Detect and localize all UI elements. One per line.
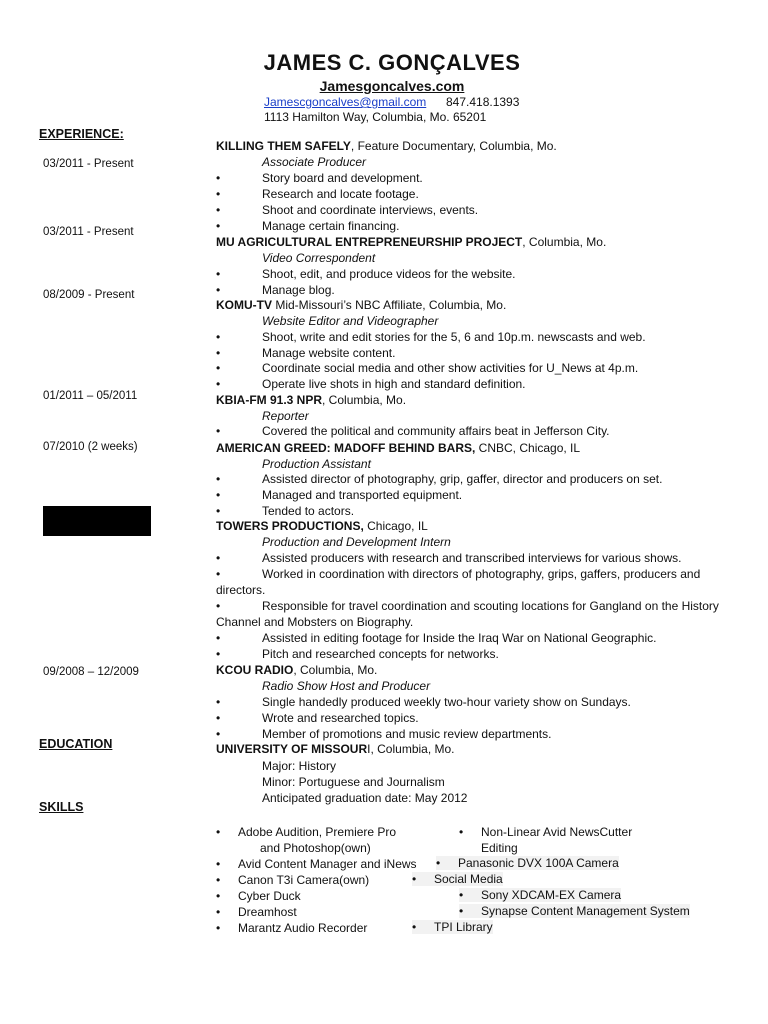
bullet-item: • Assisted producers with research and transcribed interviews for various shows. <box>216 551 682 565</box>
bullet-item: • Worked in coordination with directors of photography, grips, gaffers, producers and directors. <box>216 567 701 597</box>
job-role: Associate Producer <box>262 155 367 169</box>
bullet-item: • Tended to actors. <box>216 504 355 518</box>
job-location: Chicago, IL <box>363 519 428 533</box>
bullet-marker: • <box>216 187 221 201</box>
bullet-item: • Manage website content. <box>216 346 396 360</box>
bullet-item: • Responsible for travel coordination and scouting locations for Gangland on the History Channel and Mobsters on Biography. <box>216 599 719 629</box>
job-org: AMERICAN GREED: MADOFF BEHIND BARS, <box>216 441 476 455</box>
job-location: CNBC, Chicago, IL <box>475 441 581 455</box>
skill-item: • Dreamhost <box>216 905 297 919</box>
bullet-item: • Wrote and researched topics. <box>216 711 419 725</box>
section-skills: SKILLS <box>39 800 84 814</box>
job-date: 07/2010 (2 weeks) <box>43 441 138 453</box>
job-role: Video Correspondent <box>262 251 376 265</box>
bullet-marker: • <box>216 267 221 281</box>
bullet-marker: • <box>216 889 221 903</box>
job-date: 03/2011 - Present <box>43 226 134 238</box>
skill-item: • Social Media <box>412 872 503 886</box>
job-heading <box>216 663 377 677</box>
job-org: KCOU RADIO <box>216 663 294 677</box>
job-location: , Feature Documentary, Columbia, Mo. <box>350 139 557 153</box>
skill-item: • Panasonic DVX 100A Camera <box>436 856 619 870</box>
bullet-item: • Single handedly produced weekly two-hour variety show on Sundays. <box>216 695 631 709</box>
skill-item: • Canon T3i Camera(own) <box>216 873 370 887</box>
skill-item-continuation: Editing <box>481 841 518 855</box>
bullet-marker: • <box>216 727 221 741</box>
job-org: MU AGRICULTURAL ENTREPRENEURSHIP PROJECT <box>216 235 523 249</box>
bullet-marker: • <box>436 856 441 870</box>
bullet-item: • Operate live shots in high and standard definition. <box>216 377 526 391</box>
bullet-item: • Shoot, write and edit stories for the 5, 6 and 10p.m. newscasts and web. <box>216 330 646 344</box>
job-org: KOMU-TV <box>216 298 272 312</box>
website-link[interactable]: Jamesgoncalves.com <box>319 78 465 94</box>
job-heading <box>216 298 506 312</box>
job-date: 01/2011 – 05/2011 <box>43 390 138 402</box>
bullet-marker: • <box>216 472 221 486</box>
redaction-block <box>43 506 151 536</box>
job-org: KBIA-FM 91.3 NPR <box>216 393 323 407</box>
bullet-item: • Assisted director of photography, grip, gaffer, director and producers on set. <box>216 472 663 486</box>
bullet-marker: • <box>412 872 417 886</box>
bullet-marker: • <box>216 631 221 645</box>
education-line: Minor: Portuguese and Journalism <box>262 775 445 789</box>
bullet-item: • Coordinate social media and other show activities for U_News at 4p.m. <box>216 361 639 375</box>
bullet-item: • Shoot, edit, and produce videos for the website. <box>216 267 516 281</box>
skill-item: • Cyber Duck <box>216 889 301 903</box>
skill-item-continuation: and Photoshop(own) <box>260 841 371 855</box>
bullet-item: • Manage certain financing. <box>216 219 400 233</box>
job-location: Mid-Missouri’s NBC Affiliate, Columbia, Mo. <box>272 298 507 312</box>
skill-item: • Sony XDCAM-EX Camera <box>459 888 622 902</box>
job-org: KILLING THEM SAFELY <box>216 139 351 153</box>
bullet-item: • Manage blog. <box>216 283 335 297</box>
bullet-marker: • <box>216 825 221 839</box>
school-location: I, Columbia, Mo. <box>367 742 455 756</box>
bullet-marker: • <box>216 361 221 375</box>
bullet-marker: • <box>216 567 221 581</box>
education-line: Major: History <box>262 759 337 773</box>
phone-number: 847.418.1393 <box>446 95 520 109</box>
bullet-item: • Shoot and coordinate interviews, events. <box>216 203 479 217</box>
education-line: Anticipated graduation date: May 2012 <box>262 791 468 805</box>
job-location: , Columbia, Mo. <box>322 393 407 407</box>
bullet-marker: • <box>216 424 221 438</box>
job-role: Reporter <box>262 409 309 423</box>
bullet-marker: • <box>216 330 221 344</box>
skill-item: • TPI Library <box>412 920 493 934</box>
skill-item: • Adobe Audition, Premiere Pro <box>216 825 397 839</box>
job-heading <box>216 139 557 153</box>
job-location: , Columbia, Mo. <box>522 235 607 249</box>
bullet-marker: • <box>216 873 221 887</box>
bullet-marker: • <box>216 488 221 502</box>
job-date: 08/2009 - Present <box>43 289 135 301</box>
bullet-marker: • <box>412 920 417 934</box>
skill-item: • Non-Linear Avid NewsCutter <box>459 825 633 839</box>
job-heading <box>216 519 428 533</box>
bullet-marker: • <box>216 647 221 661</box>
bullet-marker: • <box>216 599 221 613</box>
bullet-marker: • <box>216 921 221 935</box>
candidate-name: JAMES C. GONÇALVES <box>263 50 521 75</box>
bullet-item: • Assisted in editing footage for Inside the Iraq War on National Geographic. <box>216 631 657 645</box>
address: 1113 Hamilton Way, Columbia, Mo. 65201 <box>264 110 487 124</box>
bullet-marker: • <box>216 377 221 391</box>
bullet-marker: • <box>459 825 464 839</box>
bullet-marker: • <box>459 888 464 902</box>
job-role: Production Assistant <box>262 457 371 471</box>
bullet-marker: • <box>216 695 221 709</box>
bullet-item: • Covered the political and community affairs beat in Jefferson City. <box>216 424 610 438</box>
education-heading <box>216 742 455 756</box>
bullet-marker: • <box>216 857 221 871</box>
bullet-item: • Member of promotions and music review departments. <box>216 727 552 741</box>
section-experience: EXPERIENCE: <box>39 127 124 141</box>
job-date: 09/2008 – 12/2009 <box>43 666 139 678</box>
job-location: , Columbia, Mo. <box>293 663 378 677</box>
job-role: Radio Show Host and Producer <box>262 679 431 693</box>
job-heading <box>216 393 406 407</box>
bullet-item: • Research and locate footage. <box>216 187 419 201</box>
job-org: TOWERS PRODUCTIONS, <box>216 519 364 533</box>
section-education: EDUCATION <box>39 737 113 751</box>
job-heading <box>216 235 606 249</box>
bullet-marker: • <box>216 551 221 565</box>
skill-item: • Avid Content Manager and iNews <box>216 857 417 871</box>
job-date: 03/2011 - Present <box>43 158 134 170</box>
bullet-marker: • <box>216 171 221 185</box>
bullet-marker: • <box>216 283 221 297</box>
bullet-item: • Managed and transported equipment. <box>216 488 463 502</box>
bullet-marker: • <box>216 219 221 233</box>
school-name: UNIVERSITY OF MISSOUR <box>216 742 368 756</box>
skill-item: • Synapse Content Management System <box>459 904 690 918</box>
bullet-marker: • <box>216 203 221 217</box>
email-link[interactable]: Jamescgoncalves@gmail.com <box>264 95 427 109</box>
bullet-marker: • <box>459 904 464 918</box>
skill-item: • Marantz Audio Recorder <box>216 921 368 935</box>
bullet-marker: • <box>216 905 221 919</box>
job-role: Production and Development Intern <box>262 535 451 549</box>
bullet-item: • Pitch and researched concepts for networks. <box>216 647 499 661</box>
job-role: Website Editor and Videographer <box>262 314 439 328</box>
bullet-marker: • <box>216 346 221 360</box>
job-heading <box>216 441 580 455</box>
bullet-marker: • <box>216 504 221 518</box>
bullet-item: • Story board and development. <box>216 171 423 185</box>
bullet-marker: • <box>216 711 221 725</box>
